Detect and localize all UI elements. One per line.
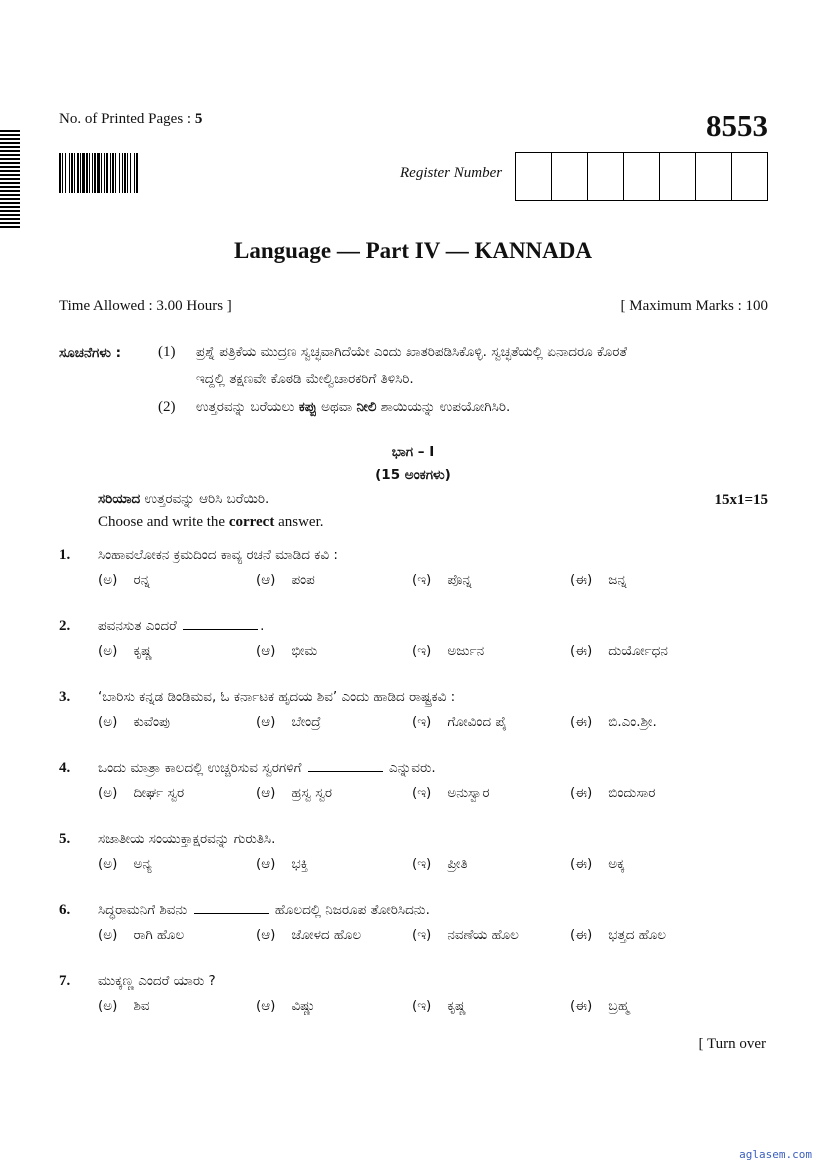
- answer-option: [412, 572, 472, 588]
- question-text-main: ಸಜಾತೀಯ ಸಂಯುಕ್ತಾಕ್ಷರವನ್ನು ಗುರುತಿಸಿ.: [98, 831, 276, 847]
- option-label: (ಆ): [256, 572, 276, 588]
- instruction-segment: Choose and write the: [98, 514, 229, 530]
- option-text: ಜೋಳದ ಹೊಲ: [291, 927, 362, 943]
- part-marks: (15 ಅಂಕಗಳು): [375, 467, 451, 483]
- answer-option: [412, 998, 466, 1014]
- instruction-segment: ಉತ್ತರವನ್ನು ಆರಿಸಿ ಬರೆಯಿರಿ.: [140, 491, 270, 507]
- option-label: (ಆ): [256, 998, 276, 1014]
- option-label: (ಈ): [570, 785, 593, 801]
- question-text-tail: .: [260, 618, 265, 634]
- register-digit-box[interactable]: [551, 153, 587, 200]
- answer-option: [98, 572, 150, 588]
- barcode-icon: [59, 153, 214, 193]
- answer-option: [412, 856, 468, 872]
- instruction-line: ಇದ್ದಲ್ಲಿ ತಕ್ಷಣವೇ ಕೊಠಡಿ ಮೇಲ್ವಿಚಾರಕರಿಗೆ ತಿಳಿಸಿರಿ.: [196, 371, 414, 387]
- question-number: 6.: [59, 902, 71, 918]
- answer-blank: [183, 629, 258, 630]
- answer-option: [256, 714, 321, 730]
- answer-option: [256, 856, 308, 872]
- question-text-main: ಮುಕ್ಕಣ್ಣ ಎಂದರೆ ಯಾರು ?: [98, 973, 216, 989]
- part-instruction-english: [98, 514, 323, 531]
- instruction-segment: answer.: [274, 514, 324, 530]
- question-number: 4.: [59, 760, 71, 776]
- option-text: ಬಿಂದುಸಾರ: [608, 785, 656, 801]
- option-label: (ಅ): [98, 856, 118, 872]
- option-text: ದೀರ್ಘ ಸ್ವರ: [133, 785, 185, 801]
- instruction-segment: ಶಾಯಿಯನ್ನು ಉಪಯೋಗಿಸಿರಿ.: [376, 399, 511, 415]
- answer-blank: [194, 913, 269, 914]
- option-label: (ಇ): [412, 998, 432, 1014]
- answer-option: [570, 856, 625, 872]
- option-text: ಅನುಸ್ವಾರ: [447, 785, 490, 801]
- option-text: ಶಿವ: [133, 998, 150, 1014]
- answer-option: [256, 572, 315, 588]
- instruction-text: [196, 399, 510, 415]
- answer-option: [412, 714, 507, 730]
- option-label: (ಈ): [570, 714, 593, 730]
- option-label: (ಈ): [570, 572, 593, 588]
- register-digit-box[interactable]: [623, 153, 659, 200]
- option-label: (ಆ): [256, 927, 276, 943]
- question-text: [98, 973, 216, 989]
- option-label: (ಇ): [412, 856, 432, 872]
- option-label: (ಆ): [256, 856, 276, 872]
- option-text: ಪ್ರೀತಿ: [447, 856, 468, 872]
- part-title: ಭಾಗ – I: [391, 444, 435, 460]
- option-label: (ಅ): [98, 998, 118, 1014]
- answer-option: [570, 785, 655, 801]
- maximum-marks: [ Maximum Marks : 100: [620, 298, 768, 314]
- option-label: (ಈ): [570, 856, 593, 872]
- question-text-main: ‘ಬಾರಿಸು ಕನ್ನಡ ಡಿಂಡಿಮವ, ಓ ಕರ್ನಾಟಕ ಹೃದಯ ಶಿವ’ ಎಂದು ಹಾಡಿದ ರಾಷ್ಟ್ರಕವಿ :: [98, 689, 456, 705]
- option-text: ಭಕ್ತಿ: [291, 856, 309, 872]
- question-text: [98, 902, 430, 918]
- option-label: (ಇ): [412, 572, 432, 588]
- instruction-bold: ಸರಿಯಾದ: [98, 491, 141, 507]
- question-text-main: ಪವನಸುತ ಎಂದರೆ: [98, 618, 177, 634]
- instruction-line: ಪ್ರಶ್ನೆ ಪತ್ರಿಕೆಯ ಮುದ್ರಣ ಸ್ವಚ್ಛವಾಗಿದೆಯೇ ಎಂದು ಖಾತರಿಪಡಿಸಿಕೊಳ್ಳಿ. ಸ್ವಚ್ಛತೆಯಲ್ಲಿ ಏನಾದರೂ ಕೊರತೆ: [196, 344, 628, 360]
- time-allowed: Time Allowed : 3.00 Hours ]: [59, 298, 232, 314]
- question-text-main: ಸಿದ್ಧರಾಮನಿಗೆ ಶಿವನು: [98, 902, 188, 918]
- question-text-tail: ಹೊಲದಲ್ಲಿ ನಿಜರೂಪ ತೋರಿಸಿದನು.: [274, 902, 430, 918]
- answer-option: [570, 714, 657, 730]
- question-text: [98, 831, 275, 847]
- answer-option: [256, 927, 361, 943]
- paper-code: 8553: [706, 108, 768, 143]
- question-number: 2.: [59, 618, 71, 634]
- answer-option: [570, 927, 666, 943]
- option-label: (ಇ): [412, 785, 432, 801]
- register-digit-box[interactable]: [516, 153, 551, 200]
- register-digit-box[interactable]: [587, 153, 623, 200]
- option-label: (ಆ): [256, 643, 276, 659]
- register-number-label: Register Number: [400, 165, 503, 181]
- answer-option: [98, 998, 150, 1014]
- question-number: 5.: [59, 831, 71, 847]
- answer-option: [98, 714, 170, 730]
- option-label: (ಈ): [570, 643, 593, 659]
- answer-option: [98, 927, 184, 943]
- answer-option: [412, 643, 484, 659]
- option-text: ಬ್ರಹ್ಮ: [608, 998, 630, 1014]
- answer-blank: [308, 771, 383, 772]
- option-label: (ಈ): [570, 998, 593, 1014]
- question-number: 3.: [59, 689, 71, 705]
- answer-option: [98, 785, 184, 801]
- option-label: (ಇ): [412, 714, 432, 730]
- option-label: (ಇ): [412, 643, 432, 659]
- answer-option: [256, 643, 317, 659]
- marks-scheme: 15x1=15: [714, 492, 768, 508]
- instruction-segment: ಅಥವಾ: [316, 399, 357, 415]
- option-label: (ಈ): [570, 927, 593, 943]
- printed-pages-label: No. of Printed Pages :: [59, 111, 195, 127]
- answer-option: [256, 998, 316, 1014]
- instruction-text: [196, 339, 627, 393]
- answer-option: [570, 998, 629, 1014]
- option-label: (ಆ): [256, 714, 276, 730]
- answer-option: [256, 785, 332, 801]
- question-text-main: ಒಂದು ಮಾತ್ರಾ ಕಾಲದಲ್ಲಿ ಉಚ್ಚರಿಸುವ ಸ್ವರಗಳಿಗೆ: [98, 760, 302, 776]
- option-text: ಜನ್ನ: [608, 572, 627, 588]
- question-text: [98, 547, 338, 563]
- question-text: [98, 689, 455, 705]
- question-text-tail: ಎನ್ನುವರು.: [389, 760, 436, 776]
- option-label: (ಅ): [98, 572, 118, 588]
- option-text: ಕುವೆಂಪು: [133, 714, 170, 730]
- question-text: [98, 760, 436, 776]
- exam-title: Language — Part IV — KANNADA: [234, 238, 592, 263]
- option-text: ಭತ್ತದ ಹೊಲ: [608, 927, 667, 943]
- answer-option: [570, 572, 627, 588]
- question-number: 7.: [59, 973, 71, 989]
- question-text: [98, 618, 264, 634]
- instruction-bold-blue: ನೀಲಿ: [356, 399, 377, 415]
- option-label: (ಆ): [256, 785, 276, 801]
- option-text: ಪೊನ್ನ: [447, 572, 472, 588]
- option-text: ರಾಗಿ ಹೊಲ: [133, 927, 185, 943]
- option-text: ಬೇಂದ್ರೆ: [291, 714, 321, 730]
- printed-pages-value: 5: [194, 111, 203, 127]
- option-text: ವಿಷ್ಣು: [291, 998, 316, 1014]
- instruction-number: (1): [158, 344, 176, 360]
- answer-option: [570, 643, 668, 659]
- register-number-boxes[interactable]: [515, 152, 768, 201]
- option-label: (ಇ): [412, 927, 432, 943]
- question-text-main: ಸಿಂಹಾವಲೋಕನ ಕ್ರಮದಿಂದ ಕಾವ್ಯ ರಚನೆ ಮಾಡಿದ ಕವಿ :: [98, 547, 338, 563]
- answer-option: [98, 643, 152, 659]
- register-digit-box[interactable]: [731, 153, 767, 200]
- watermark: aglasem.com: [739, 1148, 812, 1161]
- part-instruction-kannada: [98, 491, 269, 507]
- turn-over: [ Turn over: [698, 1036, 766, 1052]
- option-text: ಬಿ.ಎಂ.ಶ್ರೀ.: [608, 714, 657, 730]
- option-label: (ಅ): [98, 643, 118, 659]
- option-text: ಅಕ್ಕ: [608, 856, 625, 872]
- instruction-bold: correct: [228, 514, 275, 530]
- answer-option: [412, 785, 490, 801]
- instruction-bold-black: ಕಪ್ಪು: [298, 399, 317, 415]
- option-text: ಕೃಷ್ಣ: [133, 643, 153, 659]
- option-text: ಕೃಷ್ಣ: [447, 998, 467, 1014]
- instruction-number: (2): [158, 399, 176, 415]
- option-text: ಅನ್ಯ: [133, 856, 152, 872]
- option-text: ಪಂಪ: [291, 572, 315, 588]
- option-text: ರನ್ನ: [133, 572, 150, 588]
- option-label: (ಅ): [98, 714, 118, 730]
- answer-option: [98, 856, 152, 872]
- side-barcode-icon: [0, 130, 20, 228]
- option-text: ನವಣೆಯ ಹೊಲ: [447, 927, 519, 943]
- option-text: ಭೀಮ: [291, 643, 318, 659]
- register-digit-box[interactable]: [695, 153, 731, 200]
- option-text: ಗೋವಿಂದ ಪೈ: [447, 714, 507, 730]
- option-label: (ಅ): [98, 785, 118, 801]
- printed-pages-info: [59, 111, 202, 128]
- option-text: ಅರ್ಜುನ: [447, 643, 485, 659]
- instructions-label: ಸೂಚನೆಗಳು :: [59, 345, 122, 361]
- option-text: ದುರ್ಯೋಧನ: [608, 643, 668, 659]
- question-number: 1.: [59, 547, 71, 563]
- instruction-segment: ಉತ್ತರವನ್ನು ಬರೆಯಲು: [196, 399, 299, 415]
- option-text: ಹ್ರಸ್ವ ಸ್ವರ: [291, 785, 333, 801]
- register-digit-box[interactable]: [659, 153, 695, 200]
- answer-option: [412, 927, 519, 943]
- option-label: (ಅ): [98, 927, 118, 943]
